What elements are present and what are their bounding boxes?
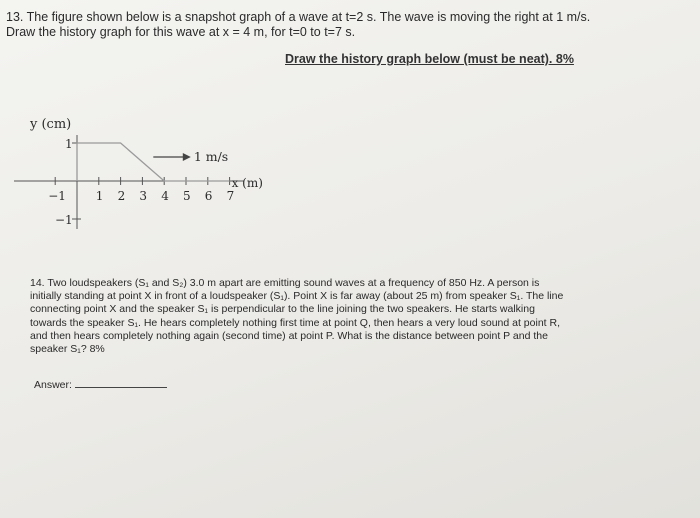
y-tick-labels [55,137,73,227]
answer-row [34,377,167,391]
question-14-line: and then hears completely nothing again (second time) at point P. What is the distance between point P and the [30,329,548,342]
question-13 [6,10,686,40]
x-axis-label: x (m) [231,176,263,190]
wave-snapshot-graph [0,100,300,240]
question-14-line: initially standing at point X in front of a loudspeaker (S₁). Point X is far away (about 25 m) from speaker S₁. The line [30,290,564,303]
question-14-line: towards the speaker S₁. He hears completely nothing first time at point Q, then hears a very loud sound at point R, [30,316,560,329]
answer-label: Answer: [34,379,72,391]
y-tick-label: 1 [65,137,73,151]
x-tick-label: 3 [139,189,148,203]
question-14-line: speaker S₁? 8% [30,343,105,356]
x-tick-label: 1 [95,189,104,203]
x-tick-labels [48,189,234,203]
question-14-line: 14. Two loudspeakers (S₁ and S₂) 3.0 m apart are emitting sound waves at a frequency of 850 Hz. A person is [30,277,540,289]
y-axis-label: y (cm) [30,117,72,132]
velocity-arrow [153,153,191,161]
x-tick-label: 2 [117,189,126,203]
x-tick-label: −1 [48,189,66,203]
x-tick-label: 5 [183,189,191,203]
x-tick-label: 7 [226,189,235,203]
y-tick-label: −1 [55,213,73,227]
question-14-line: connecting point X and the speaker S₁ is perpendicular to the line joining the two speakers. He starts walking [30,303,535,316]
velocity-label: 1 m/s [193,149,229,164]
question-14 [30,277,670,356]
x-tick-label: 4 [161,189,169,203]
arrow-head [183,153,191,161]
question-13-line-1: 13. The figure shown below is a snapshot graph of a wave at t=2 s. The wave is moving the right at 1 m/s. [6,10,591,24]
answer-blank[interactable] [75,377,167,388]
question-13-line-2: Draw the history graph for this wave at x = 4 m, for t=0 to t=7 s. [6,25,356,39]
history-graph-instruction: Draw the history graph below (must be neat). 8% [285,52,574,66]
x-tick-label: 6 [204,189,213,203]
question-14-text [30,277,670,356]
